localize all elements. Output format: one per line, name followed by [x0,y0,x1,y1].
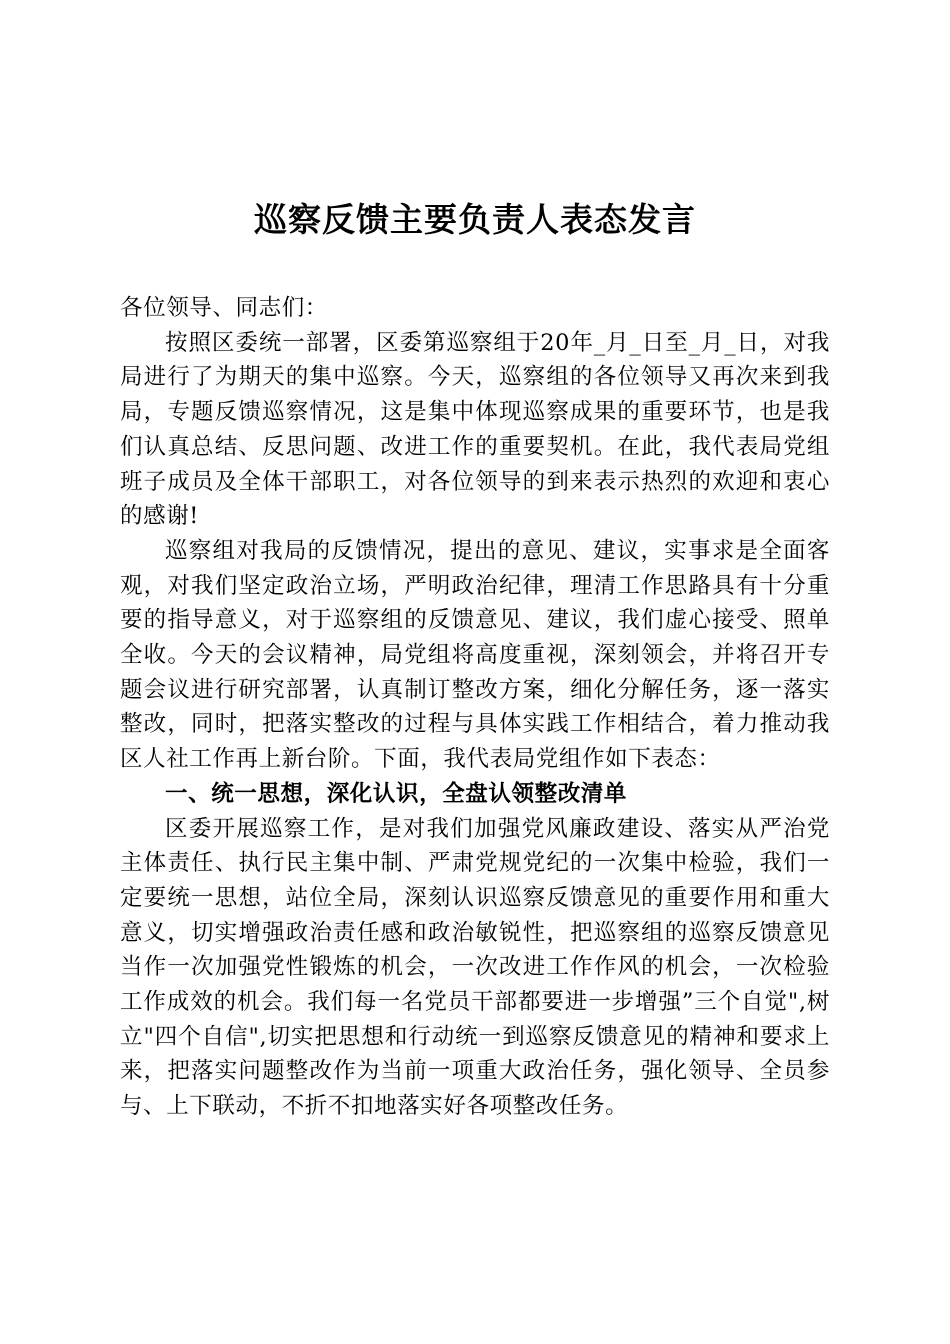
paragraph-section-1: 区委开展巡察工作，是对我们加强党风廉政建设、落实从严治党主体责任、执行民主集中制、严肃党规党纪的一次集中检验，我们一定要统一思想，站位全局，深刻认识巡察反馈意见的重要作用和重大意义，切实增强政治责任感和政治敏锐性，把巡察组的巡察反馈意见当作一次加强党性锻炼的机会，一次改进工作作风的机会，一次检验工作成效的机会。我们每一名党员干部都要进一步增强”三个自觉",树立"四个自信",切实把思想和行动统一到巡察反馈意见的精神和要求上来，把落实问题整改作为当前一项重大政治任务，强化领导、全员参与、上下联动，不折不扣地落实好各项整改任务。 [120,815,830,1120]
section-heading-1: 一、统一思想，深化认识，全盘认领整改清单 [165,780,628,807]
paragraph-response: 巡察组对我局的反馈情况，提出的意见、建议，实事求是全面客观，对我们坚定政治立场，严明政治纪律，理清工作思路具有十分重要的指导意义，对于巡察组的反馈意见、建议，我们虚心接受、照单全收。今天的会议精神，局党组将高度重视，深刻领会，并将召开专题会议进行研究部署，认真制订整改方案，细化分解任务，逐一落实整改，同时，把落实整改的过程与具体实践工作相结合，着力推动我区人社工作再上新台阶。下面，我代表局党组作如下表态： [120,537,830,773]
document-body [120,291,830,1124]
paragraph-intro: 按照区委统一部署，区委第巡察组于20年_月_日至_月_日，对我局进行了为期天的集中巡察。今天，巡察组的各位领导又再次来到我局，专题反馈巡察情况，这是集中体现巡察成果的重要环节，也是我们认真总结、反思问题、改进工作的重要契机。在此，我代表局党组班子成员及全体干部职工，对各位领导的到来表示热烈的欢迎和衷心的感谢! [120,329,830,530]
document-title: 巡察反馈主要负责人表态发言 [254,200,696,239]
salutation: 各位领导、同志们： [120,295,328,321]
